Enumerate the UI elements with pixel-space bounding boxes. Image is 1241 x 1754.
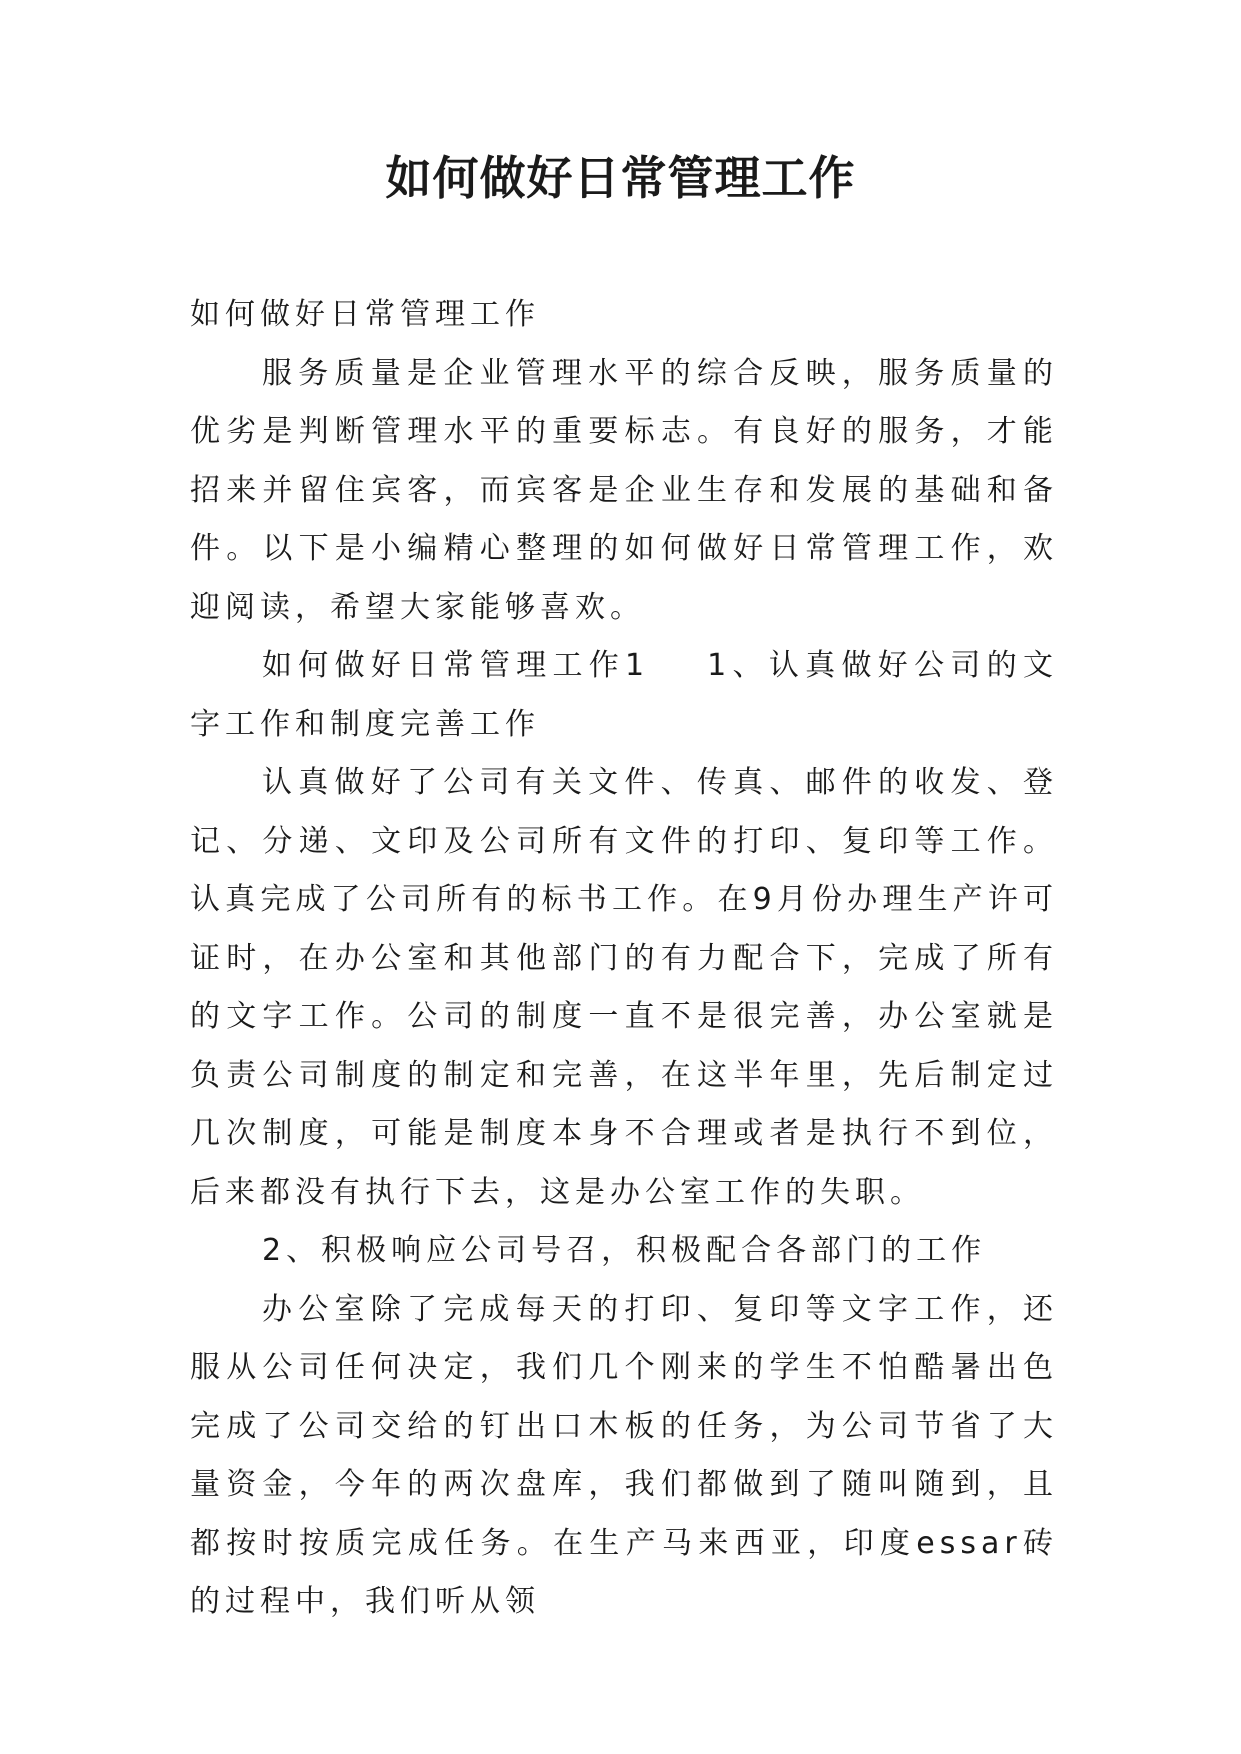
document-body [190, 286, 1058, 1632]
body-heading: 如何做好日常管理工作 [190, 297, 540, 332]
intro-paragraph: 服务质量是企业管理水平的综合反映，服务质量的优劣是判断管理水平的重要标志。有良好的服务，才能招来并留住宾客，而宾客是企业生存和发展的基础和备件。以下是小编精心整理的如何做好日常管理工作，欢迎阅读，希望大家能够喜欢。 [190, 355, 1058, 625]
document-title: 如何做好日常管理工作 [385, 151, 856, 205]
section-heading: 如何做好日常管理工作1 [262, 648, 650, 683]
section-item-2: 2、积极响应公司号召，积极配合各部门的工作 [262, 1233, 987, 1268]
paragraph-1: 认真做好了公司有关文件、传真、邮件的收发、登记、分递、文印及公司所有文件的打印、复印等工作。认真完成了公司所有的标书工作。在9月份办理生产许可证时，在办公室和其他部门的有力配合下，完成了所有的文字工作。公司的制度一直不是很完善，办公室就是负责公司制度的制定和完善，在这半年里，先后制定过几次制度，可能是制度本身不合理或者是执行不到位，后来都没有执行下去，这是办公室工作的失职。 [190, 765, 1058, 1210]
paragraph-2: 办公室除了完成每天的打印、复印等文字工作，还服从公司任何决定，我们几个刚来的学生不怕酷暑出色完成了公司交给的钉出口木板的任务，为公司节省了大量资金，今年的两次盘库，我们都做到了随叫随到，且都按时按质完成任务。在生产马来西亚，印度essar砖的过程中，我们听从领 [190, 1291, 1058, 1619]
section-heading-line [190, 637, 1058, 754]
section-item-1: 1、认真做好公司的文字工作和制度完善工作 [190, 648, 1058, 742]
